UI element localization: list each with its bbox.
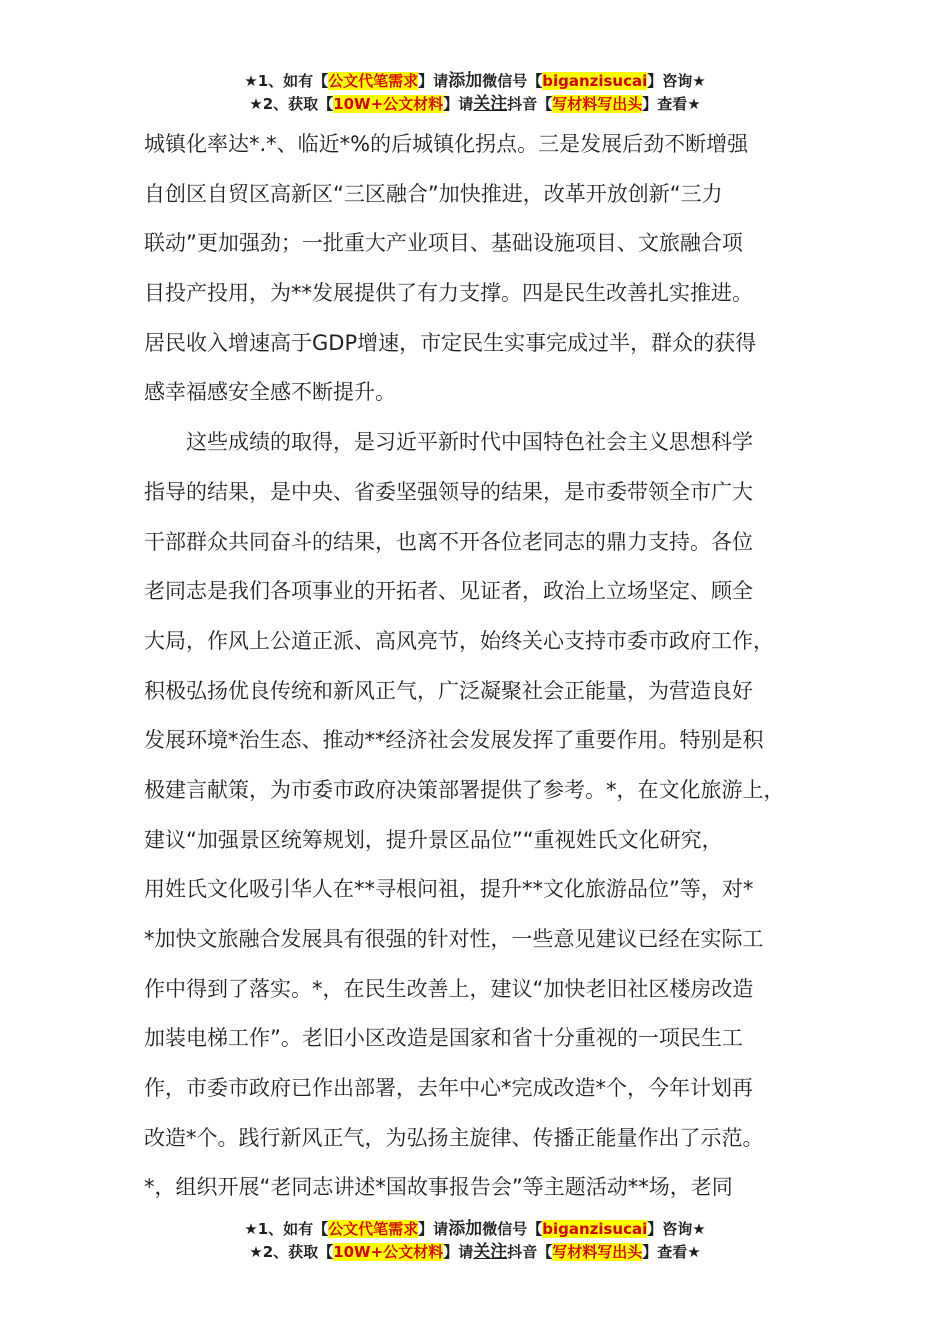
body-line: 作，市委市政府已作出部署，去年中心*完成改造*个，今年计划再: [144, 1076, 753, 1101]
body-line: 大局，作风上公道正派、高风亮节，始终关心支持市委市政府工作，: [144, 628, 774, 653]
banner-text: ★1、如有【: [244, 1220, 329, 1238]
banner-text: ★2、获取【: [249, 95, 334, 113]
wechat-id-highlight: biganzisucai: [542, 1220, 648, 1238]
banner-text: 抖音【: [507, 1243, 553, 1261]
banner-emphasis: 添加: [448, 1219, 483, 1239]
banner-emphasis: 关注: [473, 1242, 508, 1262]
douyin-account-highlight: 写材料写出头: [552, 1243, 643, 1261]
body-line: *，组织开展“老同志讲述*国故事报告会”等主题活动**场，老同: [144, 1175, 733, 1200]
banner-emphasis: 关注: [473, 94, 508, 114]
banner-text: ★1、如有【: [244, 72, 329, 90]
body-line: *加快文旅融合发展具有很强的针对性，一些意见建议已经在实际工: [144, 927, 764, 951]
body-line: 建议“加强景区统筹规划，提升景区品位”“重视姓氏文化研究，: [144, 827, 723, 852]
body-line: 干部群众共同奋斗的结果，也离不开各位老同志的鼎力支持。各位: [144, 529, 753, 554]
body-line: 居民收入增速高于GDP增速，市定民生实事完成过半，群众的获得: [144, 330, 757, 355]
banner-text: 】咨询★: [647, 1220, 706, 1238]
banner-highlight: 10W+公文材料: [333, 1243, 444, 1261]
body-line: 改造*个。践行新风正气，为弘扬主旋律、传播正能量作出了示范。: [144, 1125, 764, 1150]
banner-text: 微信号【: [482, 1220, 543, 1238]
footer-banner-line-1: [0, 1218, 950, 1241]
banner-text: 】请: [443, 1243, 474, 1261]
header-banner: [0, 70, 950, 116]
body-line: 加装电梯工作”。老旧小区改造是国家和省十分重视的一项民生工: [144, 1026, 743, 1051]
footer-banner: [0, 1218, 950, 1264]
banner-text: 】请: [418, 72, 449, 90]
body-line: 极建言献策，为市委市政府决策部署提供了参考。*，在文化旅游上，: [144, 777, 785, 802]
body-line: 作中得到了落实。*，在民生改善上，建议“加快老旧社区楼房改造: [144, 976, 754, 1001]
wechat-id-highlight: biganzisucai: [542, 72, 648, 90]
body-line: 指导的结果，是中央、省委坚强领导的结果，是市委带领全市广大: [144, 479, 753, 504]
body-line: 城镇化率达*.*、临近*%的后城镇化拐点。三是发展后劲不断增强: [144, 132, 749, 156]
body-line: 联动”更加强劲；一批重大产业项目、基础设施项目、文旅融合项: [144, 231, 743, 256]
banner-text: 抖音【: [507, 95, 553, 113]
body-line: 感幸福感安全感不断提升。: [144, 380, 396, 405]
header-banner-line-2: [0, 93, 950, 116]
banner-text: 】查看★: [642, 1243, 701, 1261]
header-banner-line-1: [0, 70, 950, 93]
body-line: 这些成绩的取得，是习近平新时代中国特色社会主义思想科学: [144, 430, 753, 455]
footer-banner-line-2: [0, 1241, 950, 1264]
banner-text: 】查看★: [642, 95, 701, 113]
body-line: 积极弘扬优良传统和新风正气，广泛凝聚社会正能量，为营造良好: [144, 678, 753, 703]
banner-text: 】请: [418, 1220, 449, 1238]
banner-highlight: 公文代笔需求: [328, 72, 419, 90]
banner-emphasis: 添加: [448, 71, 483, 91]
body-line: 用姓氏文化吸引华人在**寻根问祖，提升**文化旅游品位”等，对*: [144, 877, 754, 902]
banner-text: 微信号【: [482, 72, 543, 90]
body-line: 老同志是我们各项事业的开拓者、见证者，政治上立场坚定、顾全: [144, 579, 753, 604]
document-body: [144, 120, 834, 1213]
banner-highlight: 10W+公文材料: [333, 95, 444, 113]
banner-text: 】咨询★: [647, 72, 706, 90]
banner-text: ★2、获取【: [249, 1243, 334, 1261]
body-line: 发展环境*治生态、推动**经济社会发展发挥了重要作用。特别是积: [144, 728, 764, 753]
banner-highlight: 公文代笔需求: [328, 1220, 419, 1238]
banner-text: 】请: [443, 95, 474, 113]
body-line: 目投产投用，为**发展提供了有力支撑。四是民生改善扎实推进。: [144, 281, 753, 306]
body-line: 自创区自贸区高新区“三区融合”加快推进，改革开放创新“三力: [144, 181, 723, 206]
douyin-account-highlight: 写材料写出头: [552, 95, 643, 113]
